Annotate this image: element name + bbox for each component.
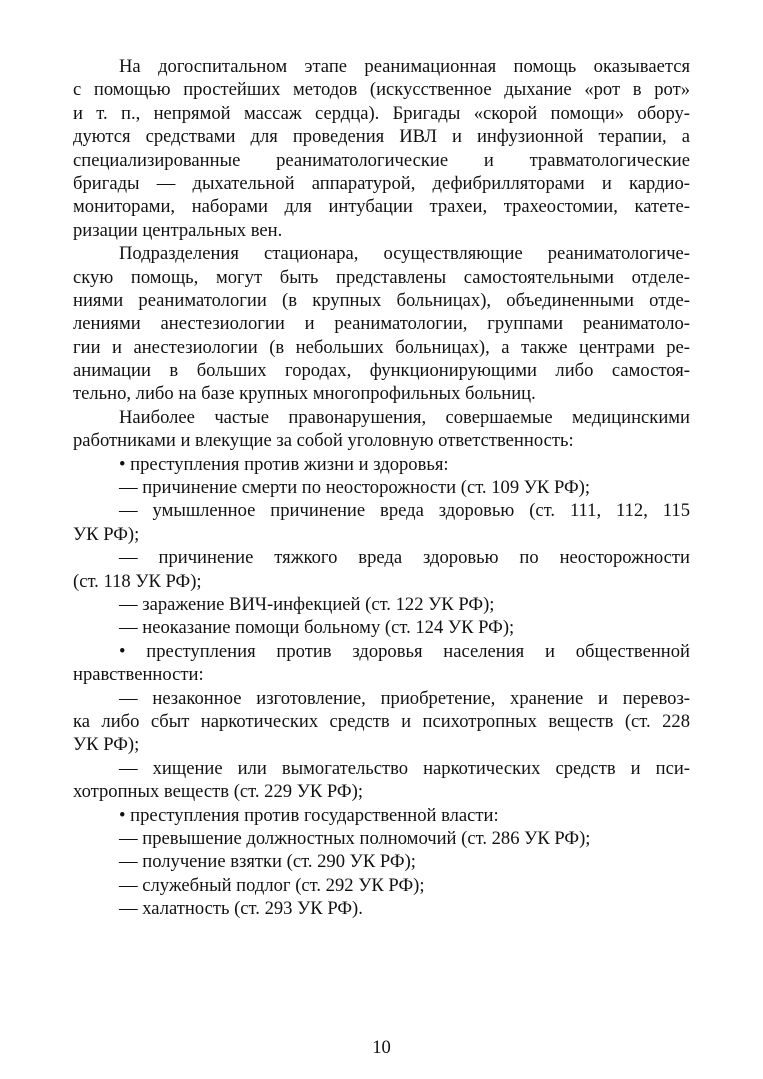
text-line: скую помощь, могут быть представлены самостоятельными отделе- — [73, 266, 690, 288]
document-body — [73, 55, 690, 920]
text-line: — неоказание помощи больному (ст. 124 УК РФ); — [119, 617, 515, 639]
text-line: — заражение ВИЧ-инфекцией (ст. 122 УК РФ); — [119, 593, 495, 615]
text-line: ризации центральных вен. — [73, 219, 283, 241]
text-line: работниками и влекущие за собой уголовную ответственность: — [73, 430, 574, 452]
text-line: УК РФ); — [73, 523, 140, 545]
text-line: специализированные реаниматологические и травматологические — [73, 149, 690, 171]
text-line: — незаконное изготовление, приобретение, хранение и перевоз- — [119, 687, 690, 709]
text-line: хотропных веществ (ст. 229 УК РФ); — [73, 781, 363, 803]
text-line: (ст. 118 УК РФ); — [73, 570, 202, 592]
text-line: — причинение смерти по неосторожности (ст. 109 УК РФ); — [119, 477, 591, 499]
text-line: нравственности: — [73, 664, 204, 686]
text-line: — превышение должностных полномочий (ст. 286 УК РФ); — [119, 827, 591, 849]
text-line: — причинение тяжкого вреда здоровью по неосторожности — [119, 547, 690, 569]
page-number: 10 — [372, 1037, 391, 1058]
text-line: — халатность (ст. 293 УК РФ). — [119, 898, 363, 920]
text-line: лениями анестезиологии и реаниматологии, группами реаниматоло- — [73, 313, 690, 335]
text-line: дуются средствами для проведения ИВЛ и инфузионной терапии, а — [73, 126, 690, 148]
text-line: — получение взятки (ст. 290 УК РФ); — [119, 851, 416, 873]
text-line: — умышленное причинение вреда здоровью (ст. 111, 112, 115 — [119, 500, 690, 522]
text-line: УК РФ); — [73, 734, 140, 756]
text-line: • преступления против здоровья населения и общественной — [119, 640, 690, 662]
text-line: Наиболее частые правонарушения, совершаемые медицинскими — [119, 406, 690, 428]
text-line: с помощью простейших методов (искусственное дыхание «рот в рот» — [73, 79, 690, 101]
text-line: и т. п., непрямой массаж сердца). Бригады «скорой помощи» обору- — [73, 102, 690, 124]
text-line: ниями реаниматологии (в крупных больницах), объединенными отде- — [73, 289, 690, 311]
text-line: бригады — дыхательной аппаратурой, дефибрилляторами и кардио- — [73, 172, 690, 194]
text-line: • преступления против жизни и здоровья: — [119, 453, 449, 475]
text-line: Подразделения стационара, осуществляющие реаниматологиче- — [119, 243, 690, 265]
text-line: На догоспитальном этапе реанимационная помощь оказывается — [119, 56, 690, 77]
text-line: тельно, либо на базе крупных многопрофильных больниц. — [73, 383, 536, 405]
text-line: мониторами, наборами для интубации трахеи, трахеостомии, катете- — [73, 196, 690, 218]
text-line: ка либо сбыт наркотических средств и психотропных веществ (ст. 228 — [73, 710, 690, 732]
text-line: — служебный подлог (ст. 292 УК РФ); — [119, 874, 425, 896]
text-line: • преступления против государственной власти: — [119, 804, 499, 826]
text-line: гии и анестезиологии (в небольших больницах), а также центрами ре- — [73, 336, 690, 358]
text-line: — хищение или вымогательство наркотических средств и пси- — [119, 757, 690, 779]
text-line: анимации в больших городах, функционирующими либо самостоя- — [73, 360, 690, 382]
